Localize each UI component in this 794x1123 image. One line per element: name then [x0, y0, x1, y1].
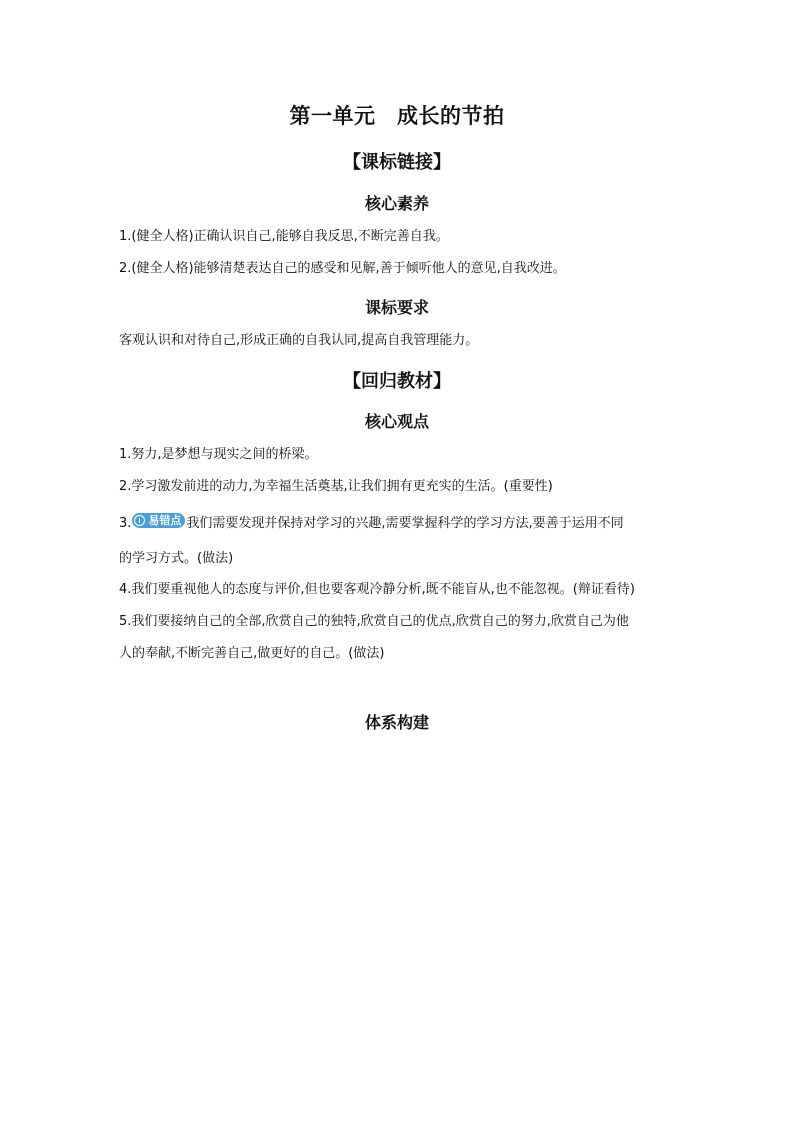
error-prone-badge [132, 513, 185, 528]
core-literacy-item-2: 2.(健全人格)能够清楚表达自己的感受和见解,善于倾听他人的意见,自我改进。 [119, 261, 566, 276]
core-view-item-5: 5.我们要接纳自己的全部,欣赏自己的独特,欣赏自己的优点,欣赏自己的努力,欣赏自己为他 [119, 614, 629, 629]
core-view-item-3-number: 3. [119, 516, 132, 531]
requirements-heading: 课标要求 [364, 298, 429, 317]
core-view-item-5-continued: 人的奉献,不断完善自己,做更好的自己。(做法) [119, 646, 385, 661]
core-view-item-2: 2.学习激发前进的动力,为幸福生活奠基,让我们拥有更充实的生活。(重要性) [119, 479, 553, 494]
exclamation-icon [134, 515, 145, 526]
error-prone-badge-label: 易错点 [148, 514, 182, 527]
core-view-item-1: 1.努力,是梦想与现实之间的桥梁。 [119, 447, 318, 462]
core-views-heading: 核心观点 [364, 412, 429, 431]
page-title: 第一单元 成长的节拍 [289, 104, 505, 128]
requirements-text: 客观认识和对待自己,形成正确的自我认同,提高自我管理能力。 [119, 333, 479, 348]
core-view-item-3-continued: 的学习方式。(做法) [119, 551, 234, 566]
core-literacy-item-1: 1.(健全人格)正确认识自己,能够自我反思,不断完善自我。 [119, 229, 449, 244]
core-literacy-heading: 核心素养 [364, 194, 429, 213]
system-construction-heading: 体系构建 [364, 713, 429, 732]
core-view-item-3-text: 我们需要发现并保持对学习的兴趣,需要掌握科学的学习方法,要善于运用不同 [186, 516, 624, 531]
curriculum-link-heading: 【课标链接】 [343, 152, 451, 173]
core-view-item-3 [119, 513, 684, 534]
core-view-item-4: 4.我们要重视他人的态度与评价,但也要客观冷静分析,既不能盲从,也不能忽视。(辩证看待) [119, 582, 635, 597]
textbook-review-heading: 【回归教材】 [343, 371, 451, 392]
